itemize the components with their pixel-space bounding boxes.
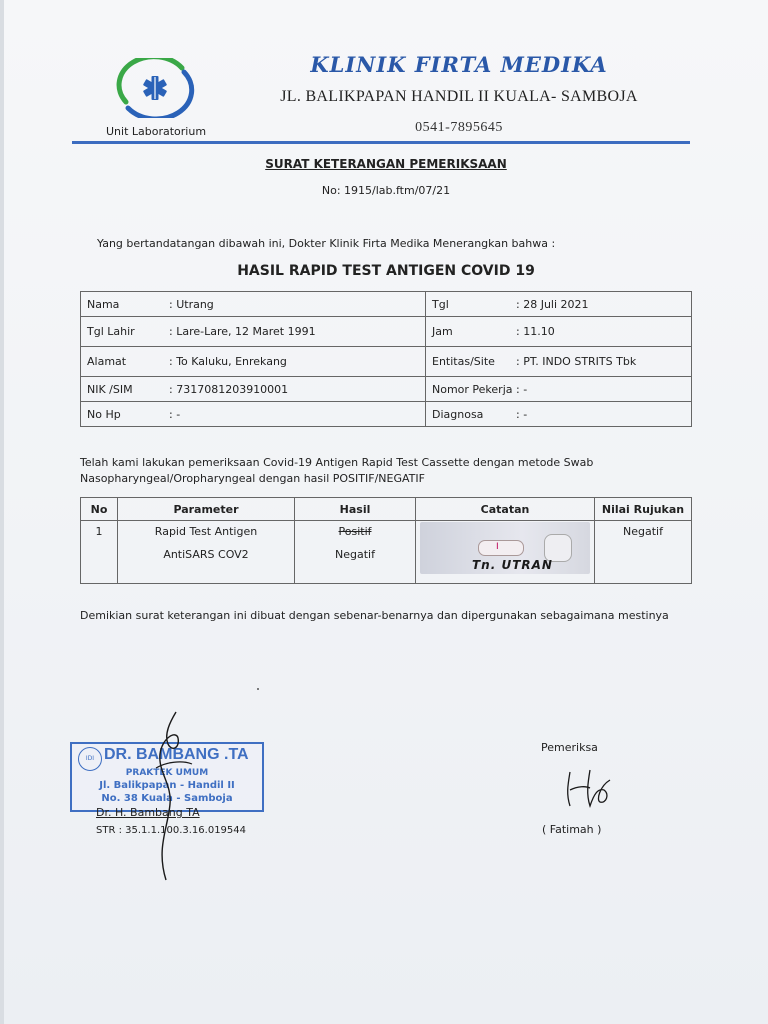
cassette-handwriting: Tn. UTRAN: [472, 558, 553, 572]
entity-label: Entitas/Site: [432, 355, 495, 368]
letter-number: No: 1915/lab.ftm/07/21: [321, 184, 451, 197]
stamp-address-line2: No. 38 Kuala - Samboja: [101, 793, 233, 804]
table-row: [81, 402, 692, 427]
table-row: [81, 347, 692, 377]
worker-cell: [426, 377, 692, 402]
table-row: [81, 317, 692, 347]
result-struck: Positif: [338, 525, 372, 538]
doctor-str-number: STR : 35.1.1.100.3.16.019544: [96, 825, 246, 836]
table-row: [81, 377, 692, 402]
table-header-row: [81, 498, 692, 521]
phone-label: No Hp: [87, 407, 121, 421]
entity-cell: [426, 347, 692, 377]
dob-value: : Lare-Lare, 12 Maret 1991: [169, 325, 316, 338]
clinic-address: JL. BALIKPAPAN HANDIL II KUALA- SAMBOJA: [280, 88, 638, 105]
examiner-label: Pemeriksa: [541, 741, 598, 754]
nik-cell: [81, 377, 426, 402]
name-cell: [81, 292, 426, 317]
stamp-name: DR. BAMBANG .TA: [104, 746, 249, 763]
letter-title: SURAT KETERANGAN PEMERIKSAAN: [265, 157, 507, 171]
examiner-signature-icon: [560, 764, 620, 814]
clinic-name: KLINIK FIRTA MEDIKA: [310, 52, 608, 77]
dob-label: Tgl Lahir: [87, 325, 135, 338]
header-result: Hasil: [295, 498, 416, 521]
closing-text: Demikian surat keterangan ini dibuat dengan sebenar-benarnya dan dipergunakan sebagaimana mestinya: [80, 609, 669, 622]
document-page: [4, 0, 768, 1024]
patient-info-table: [80, 291, 692, 427]
address-value: : To Kaluku, Enrekang: [169, 355, 287, 368]
date-label: Tgl: [432, 297, 449, 311]
name-value: : Utrang: [169, 297, 214, 311]
time-label: Jam: [432, 325, 453, 338]
time-value: : 11.10: [516, 325, 555, 338]
method-text: Telah kami lakukan pemeriksaan Covid-19 Antigen Rapid Test Cassette dengan metode Swab Nasopharyngeal/Oropharyngeal dengan hasil POSITIF/NEGATIF: [80, 456, 594, 485]
phone-value: : -: [169, 407, 181, 421]
result-title: HASIL RAPID TEST ANTIGEN COVID 19: [237, 263, 535, 279]
intro-text: Yang bertandatangan dibawah ini, Dokter Klinik Firta Medika Menerangkan bahwa :: [97, 237, 556, 250]
stamp-seal-icon: IDI: [78, 747, 102, 771]
row-note: [416, 521, 595, 584]
clinic-logo-icon: [112, 58, 198, 118]
stamp-address-line1: Jl. Balikpapan - Handil II: [99, 780, 235, 791]
unit-label: Unit Laboratorium: [106, 125, 207, 138]
header-note: Catatan: [416, 498, 595, 521]
header-divider: [72, 141, 690, 144]
table-row: [81, 521, 692, 584]
time-cell: [426, 317, 692, 347]
doctor-name: Dr. H. Bambang TA: [96, 806, 200, 819]
test-cassette-photo: I Tn. UTRAN: [420, 522, 590, 574]
row-result: [295, 521, 416, 584]
parameter-line2: AntiSARS COV2: [163, 548, 249, 561]
nik-value: : 7317081203910001: [169, 382, 289, 396]
address-label: Alamat: [87, 355, 127, 368]
diagnosis-cell: [426, 402, 692, 427]
stamp-subtitle: PRAKTEK UMUM: [125, 768, 209, 778]
date-cell: [426, 292, 692, 317]
diagnosis-value: : -: [516, 407, 528, 421]
doctor-signature-icon: [142, 708, 202, 884]
worker-label: Nomor Pekerja: [432, 382, 513, 396]
date-value: : 28 Juli 2021: [516, 297, 589, 311]
row-parameter: [118, 521, 295, 584]
clinic-phone: 0541-7895645: [415, 120, 503, 135]
phone-cell: [81, 402, 426, 427]
nik-label: NIK /SIM: [87, 382, 133, 396]
dob-cell: [81, 317, 426, 347]
header-parameter: Parameter: [118, 498, 295, 521]
header-reference: Nilai Rujukan: [595, 498, 692, 521]
parameter-line1: Rapid Test Antigen: [154, 525, 258, 538]
result-value: Negatif: [335, 548, 375, 561]
test-result-table: [80, 497, 692, 584]
address-cell: [81, 347, 426, 377]
entity-value: : PT. INDO STRITS Tbk: [516, 355, 637, 368]
cassette-window: [478, 540, 524, 556]
header-no: No: [81, 498, 118, 521]
row-reference: Negatif: [595, 521, 692, 584]
examiner-name: ( Fatimah ): [542, 823, 602, 836]
worker-value: : -: [516, 382, 528, 396]
name-label: Nama: [87, 297, 120, 311]
table-row: [81, 292, 692, 317]
diagnosis-label: Diagnosa: [432, 407, 484, 421]
row-no: 1: [81, 521, 118, 584]
